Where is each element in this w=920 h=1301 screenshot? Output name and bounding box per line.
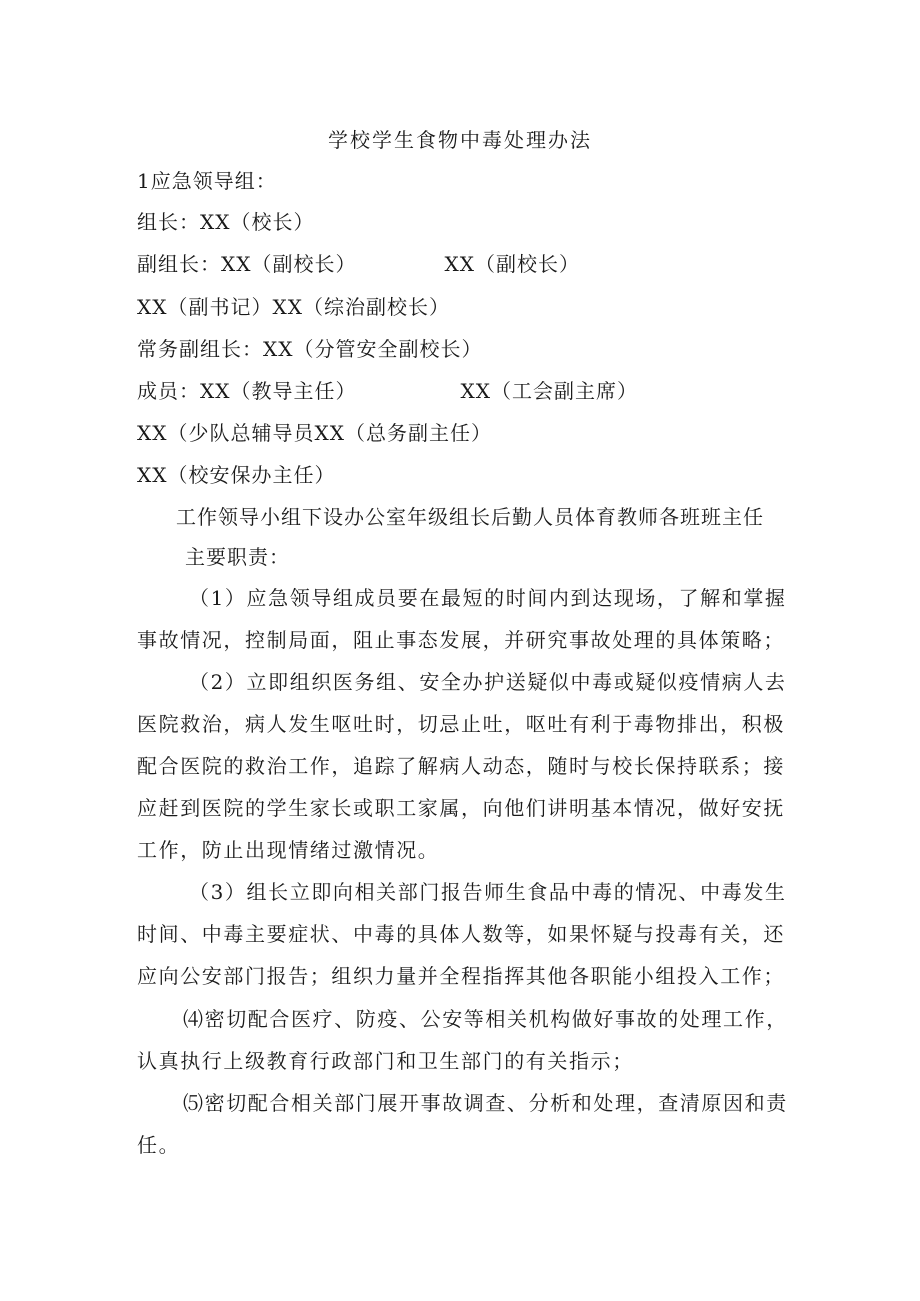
duty-item-5: ⑸密切配合相关部门展开事故调查、分析和处理，查清原因和责任。 xyxy=(137,1091,788,1157)
roster-vice-leader-a: 副组长：XX（副校长） xyxy=(137,252,357,276)
duty-item-1: （1）应急领导组成员要在最短的时间内到达现场，了解和掌握事故情况，控制局面，阻止事态发展，并研究事故处理的具体策略； xyxy=(137,586,787,652)
roster-executive-vice-leader: 常务副组长：XX（分管安全副校长） xyxy=(137,337,483,361)
roster-member-row xyxy=(137,376,638,406)
duty-item-3: （3）组长立即向相关部门报告师生食品中毒的情况、中毒发生时间、中毒主要症状、中毒的具体人数等，如果怀疑与投毒有关，还应向公安部门报告；组织力量并全程指挥其他各职能小组投入工作； xyxy=(137,880,787,988)
roster-vice-leader-b: XX（副校长） xyxy=(444,252,580,276)
roster-member-line2: XX（少队总辅导员XX（总务副主任） xyxy=(137,421,492,445)
roster-vice-leader-line2: XX（副书记）XX（综治副校长） xyxy=(137,295,450,319)
duty-item-2: （2）立即组织医务组、安全办护送疑似中毒或疑似疫情病人去医院救治，病人发生呕吐时，切忌止吐，呕吐有利于毒物排出，积极配合医院的救治工作，追踪了解病人动态，随时与校长保持联系；接应赶到医院的学生家长或职工家属，向他们讲明基本情况，做好安抚工作，防止出现情绪过激情况。 xyxy=(137,670,787,862)
roster-member-b: XX（工会副主席） xyxy=(460,379,638,403)
duty-item-4: ⑷密切配合医疗、防疫、公安等相关机构做好事故的处理工作，认真执行上级教育行政部门和卫生部门的有关指示； xyxy=(137,1007,788,1073)
document-title: 学校学生食物中毒处理办法 xyxy=(328,128,592,152)
roster-member-line3: XX（校安保办主任） xyxy=(137,463,336,487)
roster-leader: 组长：XX（校长） xyxy=(137,210,315,234)
section-heading: 1应急领导组： xyxy=(137,169,277,193)
roster-member-a: 成员：XX（教导主任） xyxy=(137,379,357,403)
duties-heading: 主要职责： xyxy=(185,545,290,569)
office-note: 工作领导小组下设办公室年级组长后勤人员体育教师各班班主任 xyxy=(176,505,764,529)
roster-vice-leader-row xyxy=(137,249,580,279)
